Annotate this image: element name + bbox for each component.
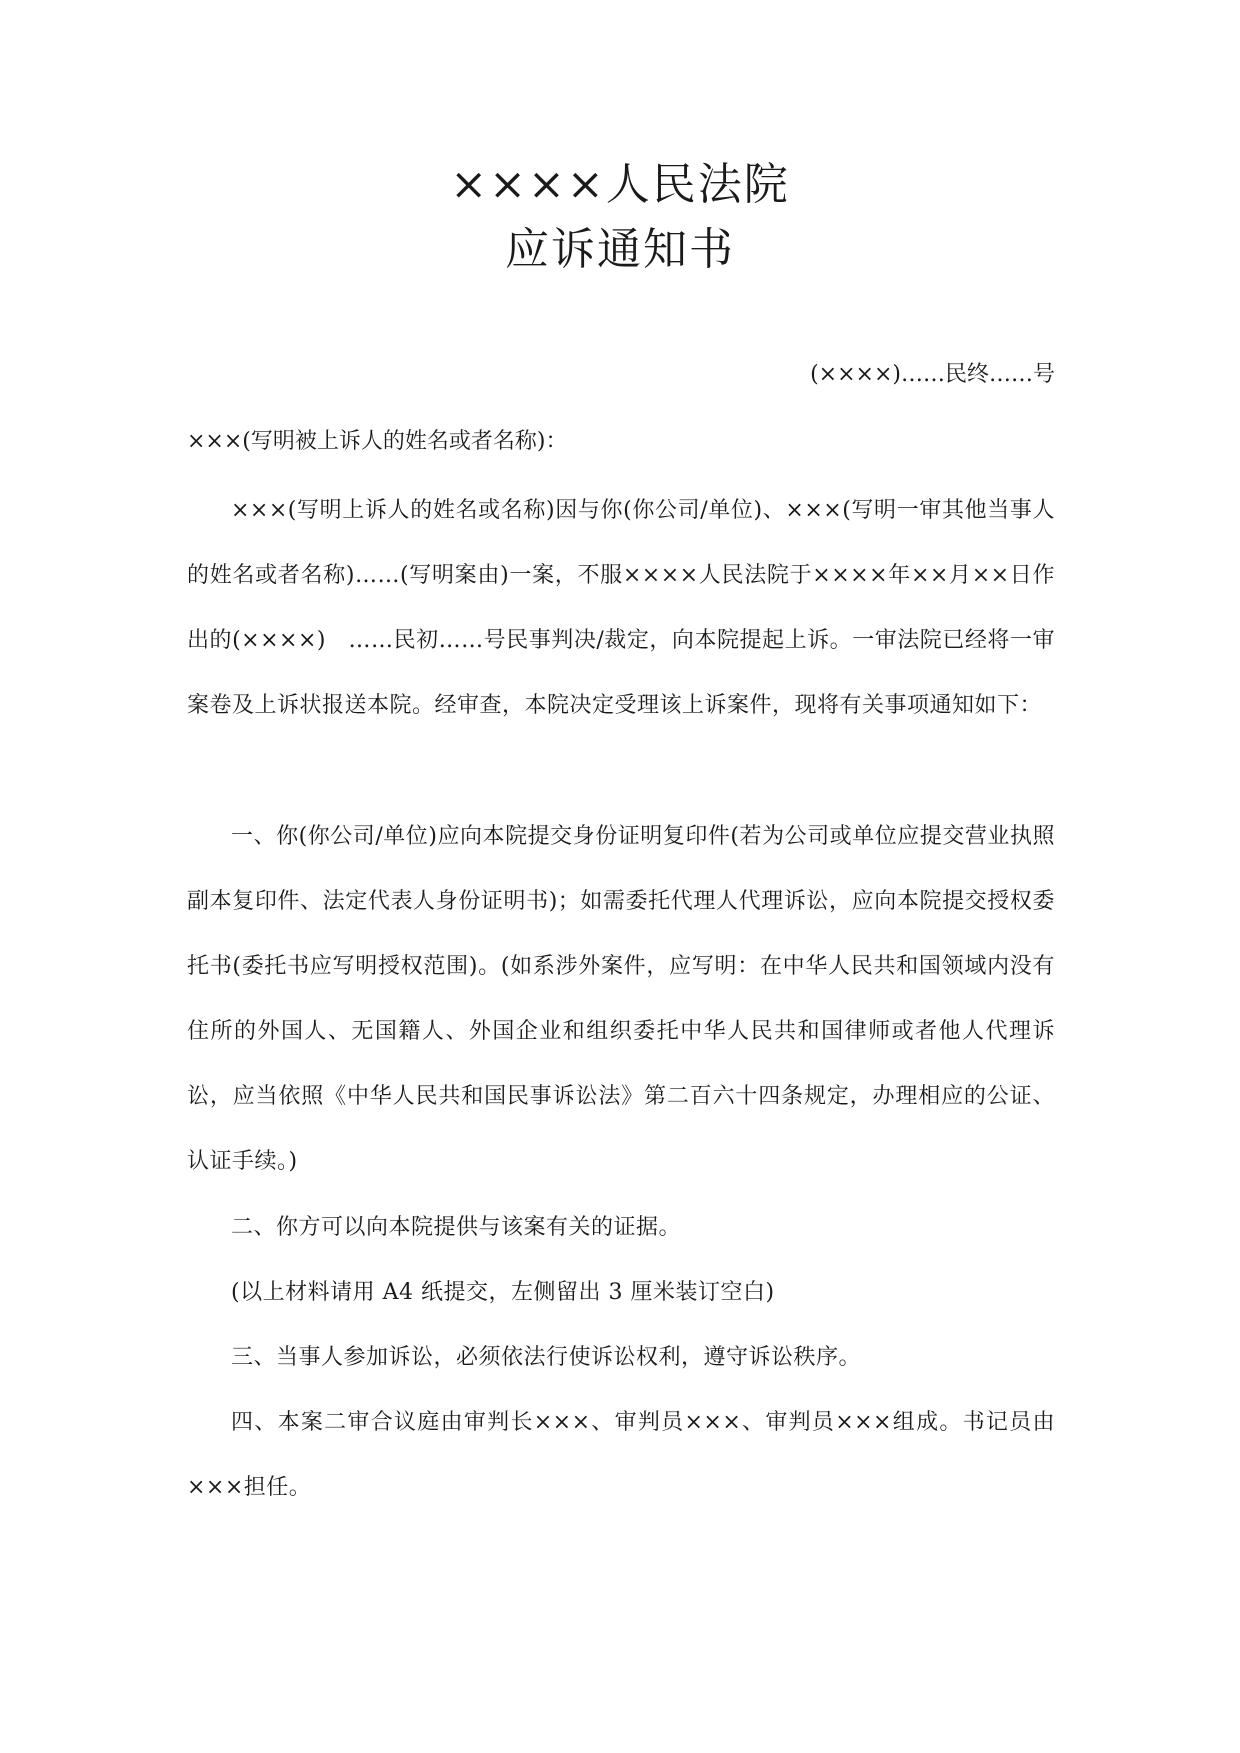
submission-note: (以上材料请用 A4 纸提交，左侧留出 3 厘米装订空白): [231, 1280, 775, 1305]
court-name-title: ××××人民法院: [450, 159, 790, 210]
intro-paragraph: ×××(写明上诉人的姓名或名称)因与你(你公司/单位)、×××(写明一审其他当事人的姓名或者名称)……(写明案由)一案，不服××××人民法院于××××年××月××日作出的(××××) ……民初……号民事判决/裁定，向本院提起上诉。一审法院已经将一审案卷及上诉状报送本院。经审查，本院决定受理该上诉案件，现将有关事项通知如下：: [187, 498, 1055, 718]
item-four-paragraph: 四、本案二审合议庭由审判长×××、审判员×××、审判员×××组成。书记员由×××担任。: [187, 1410, 1055, 1500]
item-three-paragraph: 三、当事人参加诉讼，必须依法行使诉讼权利，遵守诉讼秩序。: [231, 1345, 862, 1370]
salutation: ×××(写明被上诉人的姓名或者名称)：: [187, 429, 568, 454]
item-one-paragraph: 一、你(你公司/单位)应向本院提交身份证明复印件(若为公司或单位应提交营业执照副本复印件、法定代表人身份证明书)；如需委托代理人代理诉讼，应向本院提交授权委托书(委托书应写明授权范围)。(如系涉外案件，应写明：在中华人民共和国领域内没有住所的外国人、无国籍人、外国企业和组织委托中华人民共和国律师或者他人代理诉讼，应当依照《中华人民共和国民事诉讼法》第二百六十四条规定，办理相应的公证、认证手续。): [187, 824, 1055, 1174]
document-title: 应诉通知书: [505, 224, 735, 275]
item-two-paragraph: 二、你方可以向本院提供与该案有关的证据。: [231, 1215, 682, 1240]
case-number: (××××)……民终……号: [810, 362, 1055, 387]
